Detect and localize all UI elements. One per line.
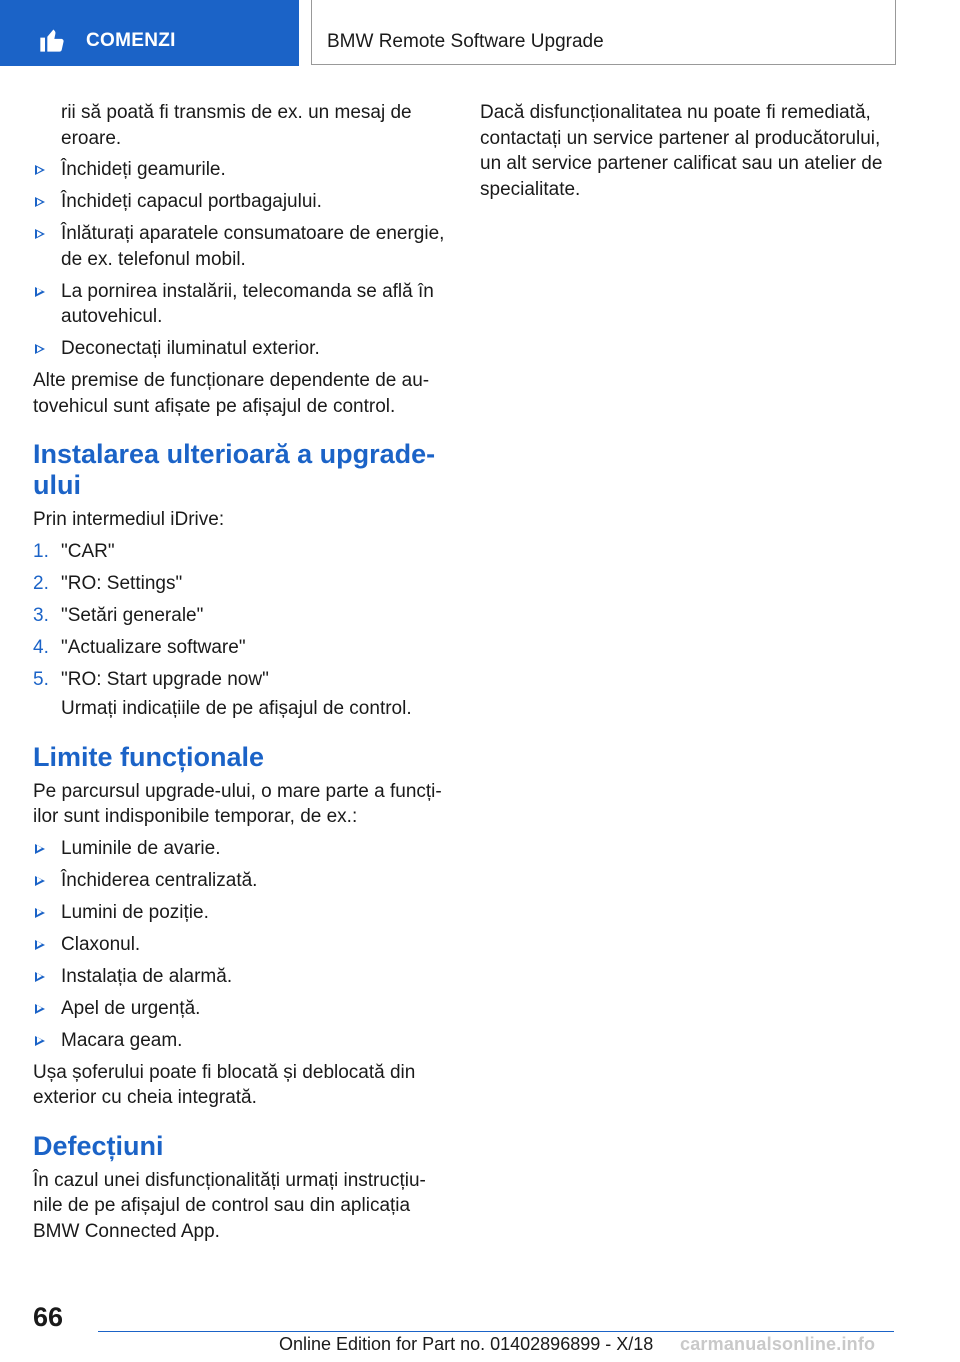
step-number: 3. — [33, 604, 49, 626]
list-item: 5. "RO: Start upgrade now" — [33, 667, 445, 693]
list-item: Apel de urgență. — [33, 996, 445, 1022]
triangle-bullet-icon — [35, 344, 45, 354]
step-note: Urmați indicațiile de pe afișajul de control. — [61, 698, 412, 719]
footer-divider — [98, 1331, 894, 1332]
left-column — [33, 100, 445, 1250]
list-item: Claxonul. — [33, 932, 445, 958]
section-heading: Instalarea ulterioară a upgradeului — [33, 439, 436, 500]
unavailable-functions-list — [33, 836, 445, 1054]
intro-paragraph: rii să poată fi transmis de ex. un mesaj de eroare. — [61, 102, 412, 149]
watermark: carmanualsonline.info — [680, 1334, 876, 1354]
paragraph: Alte premise de funcționare dependente de autovehicul sunt afișate pe afișajul de control. — [33, 370, 430, 417]
step-number: 2. — [33, 572, 49, 594]
step-number: 5. — [33, 668, 49, 690]
list-item: Închideți capacul portbagajului. — [33, 189, 445, 215]
triangle-bullet-icon — [35, 1036, 45, 1046]
page-header — [0, 0, 960, 66]
list-item: Închiderea centralizată. — [33, 868, 445, 894]
triangle-bullet-icon — [35, 972, 45, 982]
list-item: 1. "CAR" — [33, 539, 445, 565]
paragraph: Prin intermediul iDrive: — [33, 509, 225, 530]
step-number: 4. — [33, 636, 49, 658]
step-number: 1. — [33, 540, 49, 562]
steps-list — [33, 539, 445, 693]
document-title: BMW Remote Software Upgrade — [327, 31, 604, 52]
list-item: Luminile de avarie. — [33, 836, 445, 862]
triangle-bullet-icon — [35, 844, 45, 854]
list-item: Închideți geamurile. — [33, 157, 445, 183]
list-item: Înlăturați aparatele consumatoare de energie, de ex. telefonul mobil. — [33, 221, 445, 272]
prerequisite-list — [33, 157, 445, 362]
list-item: 4. "Actualizare software" — [33, 635, 445, 661]
page-number: 66 — [33, 1302, 64, 1332]
list-item: Macara geam. — [33, 1028, 445, 1054]
list-item: Instalația de alarmă. — [33, 964, 445, 990]
section-heading: Defecțiuni — [33, 1130, 164, 1161]
triangle-bullet-icon — [35, 165, 45, 175]
list-item: 2. "RO: Settings" — [33, 571, 445, 597]
list-item: 3. "Setări generale" — [33, 603, 445, 629]
document-title-box — [311, 0, 896, 65]
section-heading: Limite funcționale — [33, 741, 265, 772]
section-tab-label: COMENZI — [86, 30, 176, 51]
triangle-bullet-icon — [35, 908, 45, 918]
list-item: Deconectați iluminatul exterior. — [33, 336, 445, 362]
footer-edition: Online Edition for Part no. 01402896899 - X/18 — [279, 1334, 654, 1354]
triangle-bullet-icon — [35, 197, 45, 207]
thumb-up-icon — [38, 26, 66, 54]
paragraph: Ușa șoferului poate fi blocată și deblocată din exterior cu cheia integrată. — [33, 1061, 416, 1108]
paragraph: Dacă disfuncționalitatea nu poate fi remediată, contactați un service partener al producătorului, un alt service partener calificat sau un atelier de specialitate. — [480, 102, 883, 200]
paragraph: În cazul unei disfuncționalități urmați instrucțiunile de pe afișajul de control sau din aplicația BMW Connected App. — [33, 1169, 426, 1242]
right-column — [480, 100, 892, 208]
triangle-bullet-icon — [35, 876, 45, 886]
triangle-bullet-icon — [35, 229, 45, 239]
triangle-bullet-icon — [35, 940, 45, 950]
list-item: La pornirea instalării, telecomanda se află în autovehicul. — [33, 279, 445, 330]
triangle-bullet-icon — [35, 287, 45, 297]
list-item: Lumini de poziție. — [33, 900, 445, 926]
section-tab — [0, 0, 299, 66]
paragraph: Pe parcursul upgrade-ului, o mare parte a funcțiilor sunt indisponibile temporar, de ex.: — [33, 780, 442, 827]
triangle-bullet-icon — [35, 1004, 45, 1014]
